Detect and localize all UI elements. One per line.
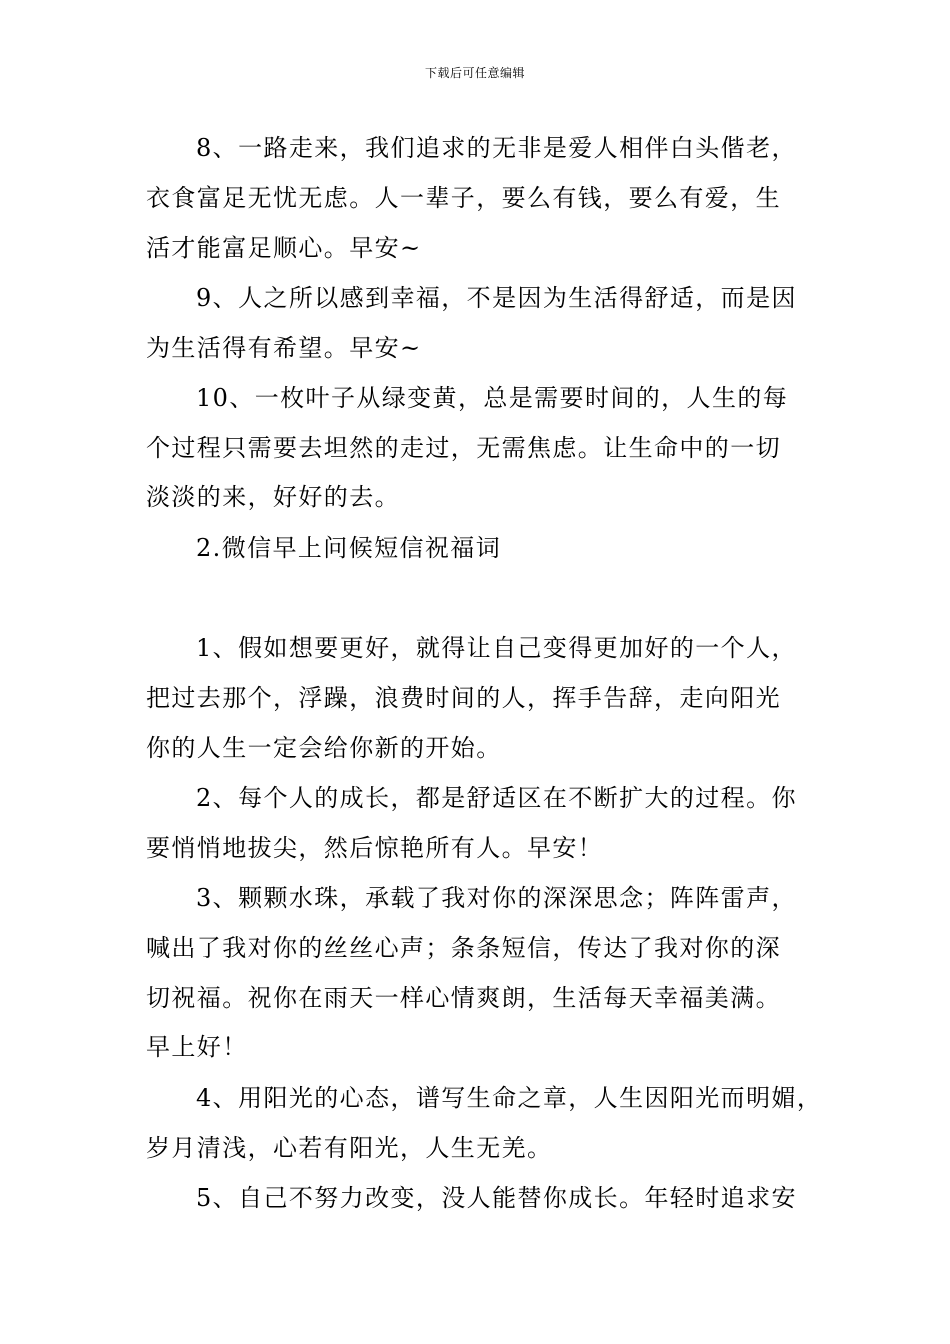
section-heading: 2.微信早上问候短信祝福词 (196, 534, 502, 562)
text-line: 早上好！ (146, 1033, 248, 1061)
text-line: 衣食富足无忧无虑。人一辈子，要么有钱，要么有爱，生 (146, 184, 781, 212)
text-line: 淡淡的来，好好的去。 (146, 483, 400, 511)
text-line: 9、人之所以感到幸福，不是因为生活得舒适，而是因 (196, 284, 797, 312)
text-line: 切祝福。祝你在雨天一样心情爽朗，生活每天幸福美满。 (146, 984, 781, 1012)
text-line: 3、颗颗水珠，承载了我对你的深深思念；阵阵雷声， (196, 884, 797, 912)
text-line: 4、用阳光的心态，谱写生命之章，人生因阳光而明媚， (196, 1084, 823, 1112)
text-line: 2、每个人的成长，都是舒适区在不断扩大的过程。你 (196, 784, 797, 812)
text-line: 活才能富足顺心。早安~ (146, 234, 422, 262)
text-line: 岁月清浅，心若有阳光，人生无羌。 (146, 1134, 553, 1162)
text-line: 要悄悄地拔尖，然后惊艳所有人。早安！ (146, 834, 604, 862)
page-header: 下载后可任意编辑 (424, 66, 525, 80)
text-line: 你的人生一定会给你新的开始。 (146, 734, 502, 762)
text-line: 把过去那个，浮躁，浪费时间的人，挥手告辞，走向阳光 (146, 684, 781, 712)
text-line: 5、自己不努力改变，没人能替你成长。年轻时追求安 (196, 1184, 797, 1212)
text-line: 10、一枚叶子从绿变黄，总是需要时间的，人生的每 (196, 384, 789, 412)
text-line: 为生活得有希望。早安~ (146, 334, 422, 362)
text-line: 1、假如想要更好，就得让自己变得更加好的一个人， (196, 634, 797, 662)
text-line: 个过程只需要去坦然的走过，无需焦虑。让生命中的一切 (146, 434, 781, 462)
text-line: 8、一路走来，我们追求的无非是爱人相伴白头偕老， (196, 134, 797, 162)
text-line: 喊出了我对你的丝丝心声；条条短信，传达了我对你的深 (146, 934, 781, 962)
